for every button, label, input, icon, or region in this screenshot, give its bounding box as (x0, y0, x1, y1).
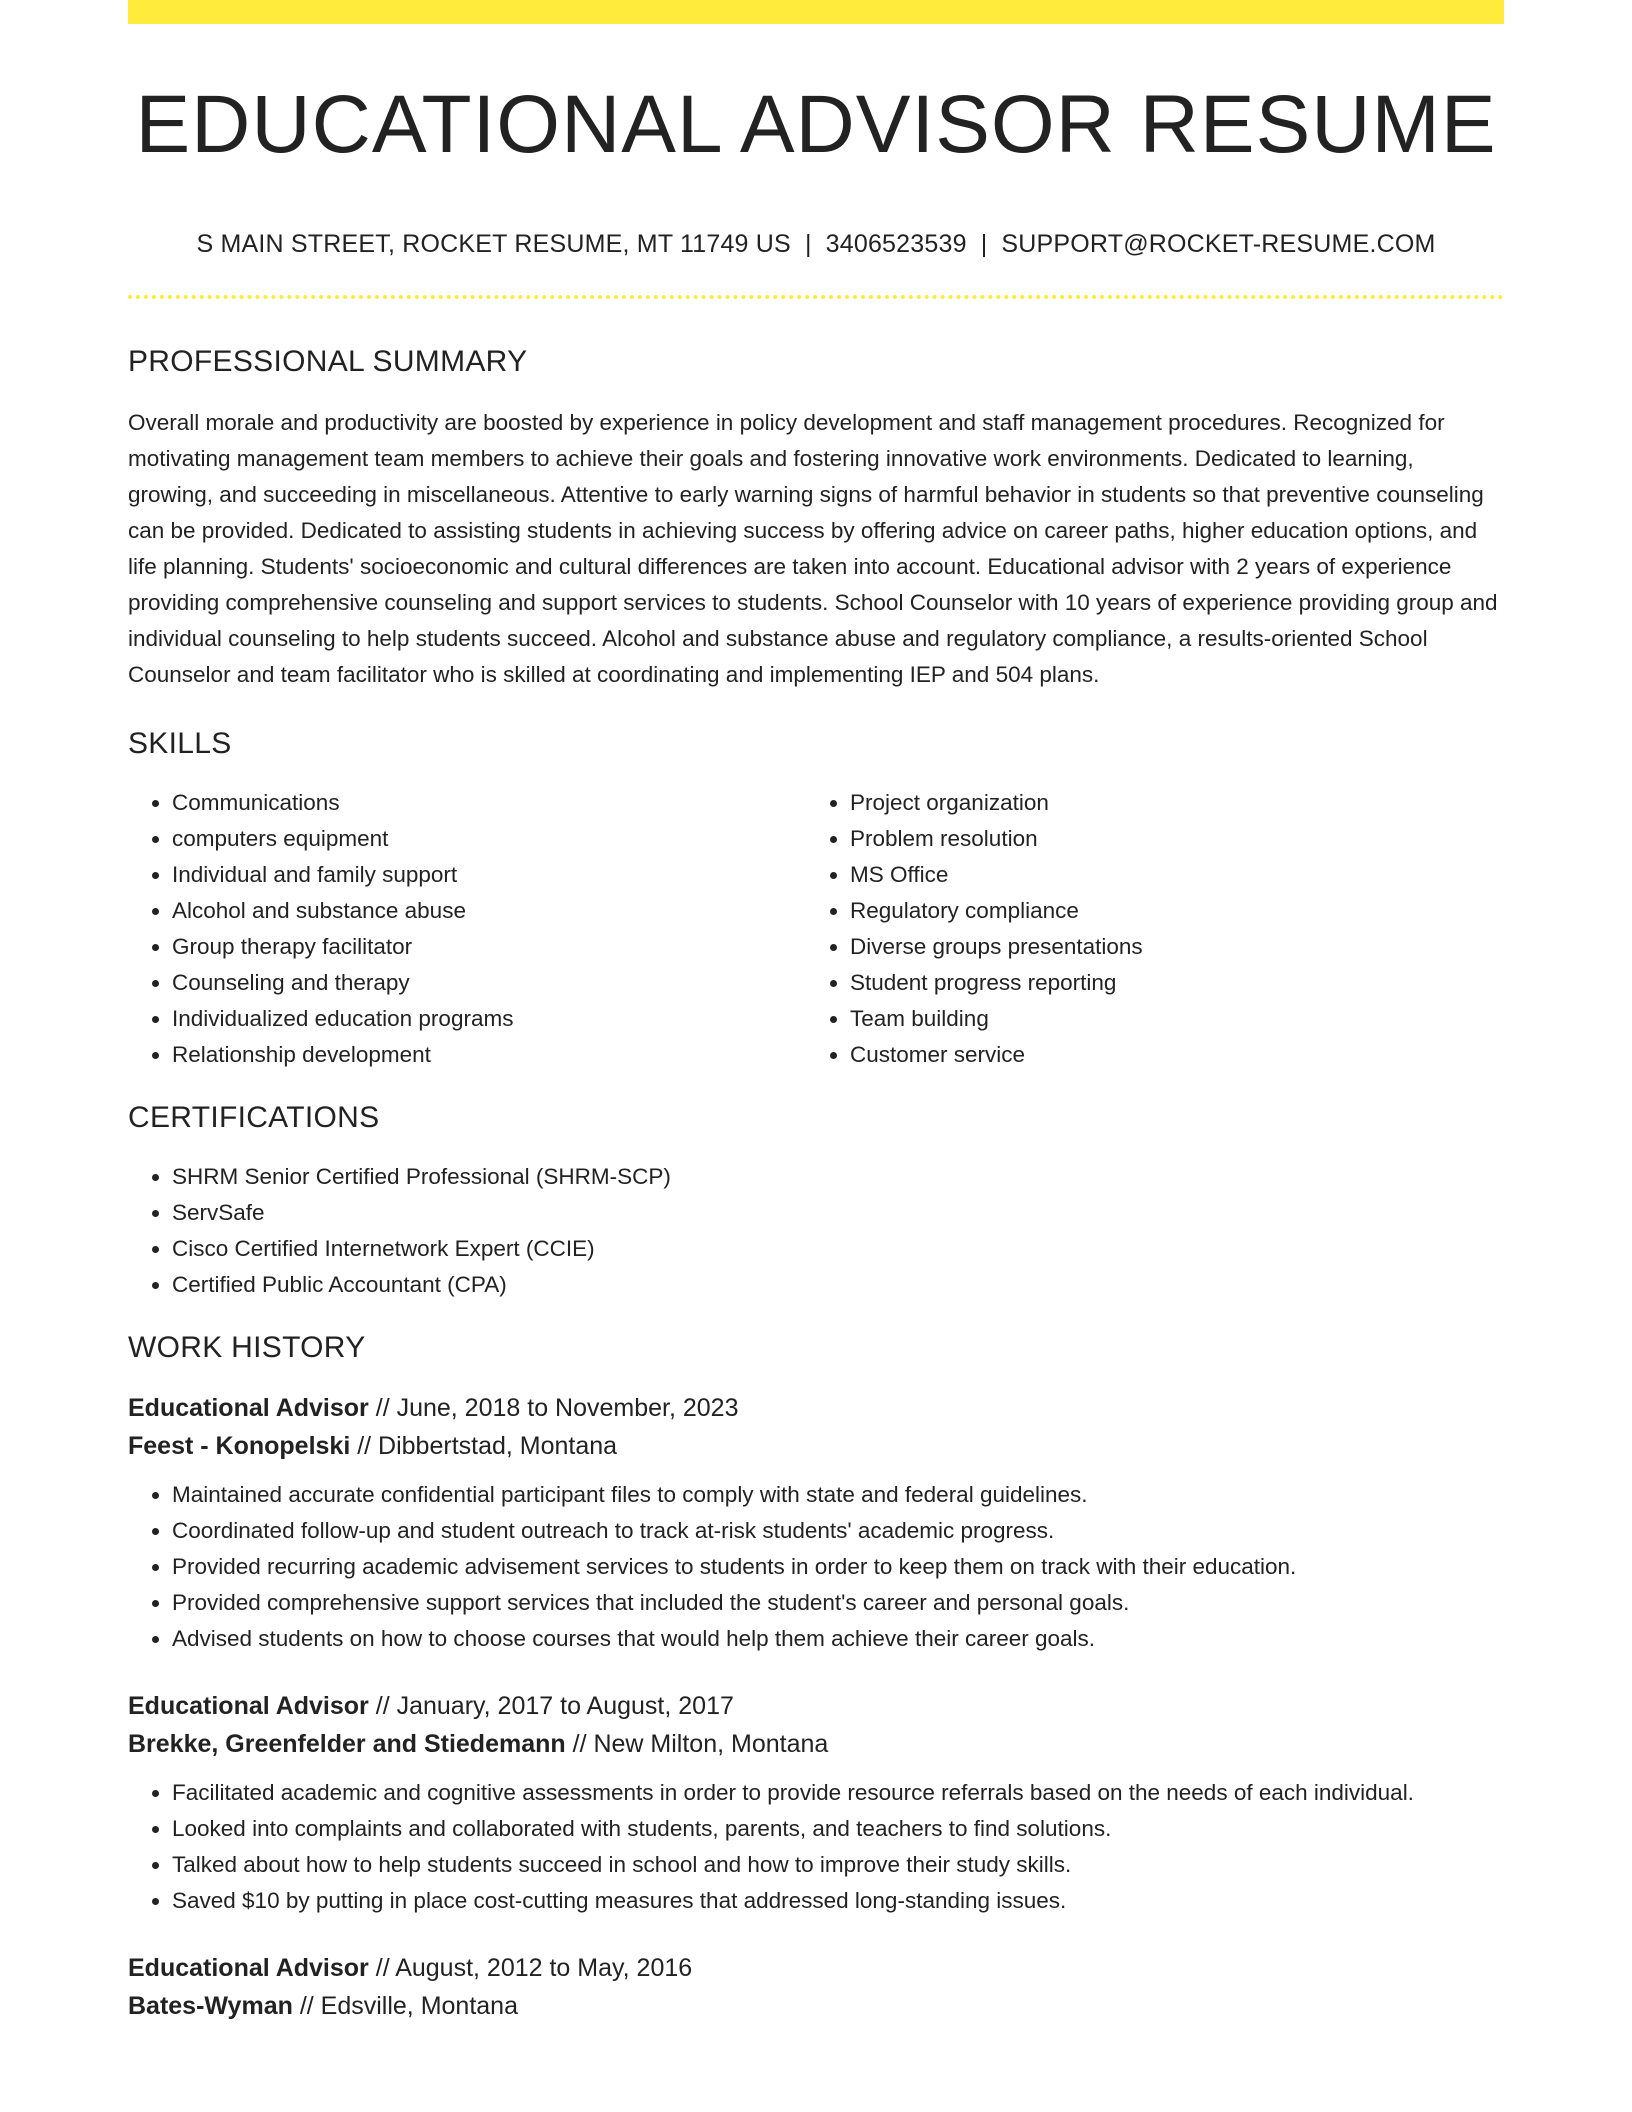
skill-item: • Individual and family support (172, 857, 806, 893)
skill-item: • Team building (850, 1001, 1504, 1037)
job-dates: // June, 2018 to November, 2023 (368, 1394, 739, 1422)
job-company: Bates-Wyman (128, 1992, 293, 2020)
job-company-line (128, 1987, 1504, 2025)
job-company: Brekke, Greenfelder and Stiedemann (128, 1730, 566, 1758)
job-bullet: • Provided recurring academic advisement services to students in order to keep them on track with their education. (172, 1549, 1504, 1585)
job-bullet: • Looked into complaints and collaborated with students, parents, and teachers to find solutions. (172, 1811, 1504, 1847)
skill-item: • Project organization (850, 785, 1504, 821)
job-entry (128, 1389, 1504, 1657)
skill-item: • Group therapy facilitator (172, 929, 806, 965)
work-history-heading: WORK HISTORY (128, 1331, 366, 1364)
job-location: // New Milton, Montana (565, 1730, 829, 1758)
job-role: Educational Advisor (128, 1954, 369, 1982)
job-bullet: • Saved $10 by putting in place cost-cutting measures that addressed long-standing issues. (172, 1883, 1504, 1919)
certification-item: • ServSafe (172, 1195, 1504, 1231)
skill-item: • Student progress reporting (850, 965, 1504, 1001)
skill-item: • Regulatory compliance (850, 893, 1504, 929)
certification-item: • Certified Public Accountant (CPA) (172, 1267, 1504, 1303)
skill-item: • Customer service (850, 1037, 1504, 1073)
contact-line (128, 232, 1504, 257)
job-dates: // January, 2017 to August, 2017 (368, 1692, 734, 1720)
job-bullet: • Advised students on how to choose courses that would help them achieve their career goals. (172, 1621, 1504, 1657)
contact-address: S MAIN STREET, ROCKET RESUME, MT 11749 US (196, 230, 791, 258)
job-entry (128, 1687, 1504, 1919)
skill-item: • MS Office (850, 857, 1504, 893)
job-role-line (128, 1687, 1504, 1725)
skill-item: • Communications (172, 785, 806, 821)
job-location: // Edsville, Montana (292, 1992, 518, 2020)
job-bullets (128, 1775, 1504, 1919)
certification-item: • Cisco Certified Internetwork Expert (CCIE) (172, 1231, 1504, 1267)
job-bullets (128, 1477, 1504, 1657)
skills-columns (128, 785, 1504, 1073)
job-company-line (128, 1427, 1504, 1465)
resume-content (128, 0, 1504, 2025)
job-location: // Dibbertstad, Montana (350, 1432, 618, 1460)
job-role-line (128, 1389, 1504, 1427)
job-role: Educational Advisor (128, 1692, 369, 1720)
skill-item: • Diverse groups presentations (850, 929, 1504, 965)
contact-separator: | (980, 230, 988, 258)
certifications-list (128, 1159, 1504, 1303)
certifications-heading: CERTIFICATIONS (128, 1101, 380, 1134)
job-role: Educational Advisor (128, 1394, 369, 1422)
job-bullet: • Provided comprehensive support services that included the student's career and personal goals. (172, 1585, 1504, 1621)
summary-text: Overall morale and productivity are boosted by experience in policy development and staff management procedures. Recognized for motivating management team members to achieve their goals and fostering innovative work environments. Dedicated to learning, growing, and succeeding in miscellaneous. Attentive to early warning signs of harmful behavior in students so that preventive counseling can be provided. Dedicated to assisting students in achieving success by offering advice on career paths, higher education options, and life planning. Students' socioeconomic and cultural differences are taken into account. Educational advisor with 2 years of experience providing comprehensive counseling and support services to students. School Counselor with 10 years of experience providing group and individual counseling to help students succeed. Alcohol and substance abuse and regulatory compliance, a results-oriented School Counselor and team facilitator who is skilled at coordinating and implementing IEP and 504 plans. (128, 410, 1498, 687)
certification-item: • SHRM Senior Certified Professional (SHRM-SCP) (172, 1159, 1504, 1195)
skill-item: • Individualized education programs (172, 1001, 806, 1037)
skills-list-right (806, 785, 1504, 1073)
top-accent-bar (128, 0, 1504, 24)
skill-item: • Problem resolution (850, 821, 1504, 857)
contact-phone: 3406523539 (825, 230, 967, 258)
skill-item: • Alcohol and substance abuse (172, 893, 806, 929)
job-bullet: • Talked about how to help students succeed in school and how to improve their study skills. (172, 1847, 1504, 1883)
skill-item: • Relationship development (172, 1037, 806, 1073)
job-entry (128, 1949, 1504, 2025)
contact-email: SUPPORT@ROCKET-RESUME.COM (1001, 230, 1436, 258)
contact-separator: | (804, 230, 812, 258)
job-bullet: • Coordinated follow-up and student outreach to track at-risk students' academic progress. (172, 1513, 1504, 1549)
job-role-line (128, 1949, 1504, 1987)
job-company: Feest - Konopelski (128, 1432, 351, 1460)
skill-item: • computers equipment (172, 821, 806, 857)
job-bullet: • Maintained accurate confidential participant files to comply with state and federal guidelines. (172, 1477, 1504, 1513)
job-bullet: • Facilitated academic and cognitive assessments in order to provide resource referrals based on the needs of each individual. (172, 1775, 1504, 1811)
skill-item: • Counseling and therapy (172, 965, 806, 1001)
skills-list-left (128, 785, 806, 1073)
resume-title: EDUCATIONAL ADVISOR RESUME (135, 79, 1497, 170)
job-dates: // August, 2012 to May, 2016 (368, 1954, 693, 1982)
skills-heading: SKILLS (128, 727, 232, 760)
job-company-line (128, 1725, 1504, 1763)
summary-heading: PROFESSIONAL SUMMARY (128, 345, 528, 378)
dotted-divider (128, 295, 1504, 299)
